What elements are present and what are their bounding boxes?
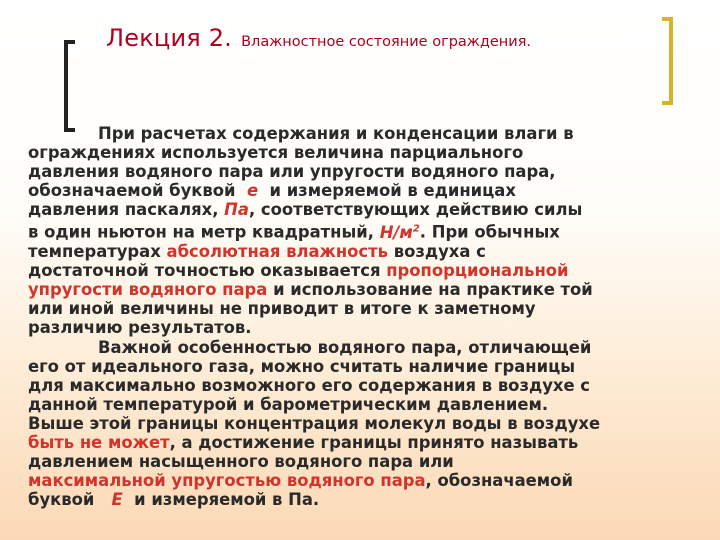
text-line: максимальной упругостью водяного пара, обозначаемой [28, 471, 573, 491]
symbol-e: е [246, 181, 259, 201]
text-line: или иной величины не приводит в итоге к заметному [28, 299, 536, 319]
text-line: Важной особенностью водяного пара, отличающей [98, 337, 592, 357]
text-line: Выше этой границы концентрация молекул воды в воздухе [28, 413, 601, 433]
slide-title [106, 24, 666, 52]
lecture-body [28, 124, 712, 509]
text-line: данной температурой и барометрическим давлением. [28, 394, 549, 414]
lecture-topic: Влажностное состояние ограждения. [241, 34, 532, 50]
left-bracket-decoration [64, 40, 75, 132]
lecture-number: Лекция 2. [106, 24, 233, 52]
text-line: буквой Е и измеряемой в Па. [28, 490, 320, 510]
symbol-E: Е [111, 490, 123, 510]
text-line: ограждениях используется величина парциального [28, 143, 524, 163]
text-line: различию результатов. [28, 318, 252, 338]
highlight-term: быть не может [28, 432, 170, 452]
text-line: давления водяного пара или упругости водяного пара, [28, 162, 556, 182]
unit-pa: Па [224, 200, 249, 220]
highlight-term: упругости водяного пара [28, 280, 268, 300]
text-line: При расчетах содержания и конденсации влаги в [98, 124, 574, 143]
highlight-term: пропорциональной [386, 261, 569, 281]
text-line: для максимально возможного его содержания в воздухе с [28, 375, 591, 395]
text-line: упругости водяного пара и использование на практике той [28, 280, 593, 300]
text-line: обозначаемой буквой е и измеряемой в единицах [28, 181, 516, 201]
unit-n-per-m2: $Н/м^2$ [379, 222, 420, 242]
text-line: его от идеального газа, можно считать наличие границы [28, 356, 576, 376]
text-line: достаточной точностью оказывается пропорциональной [28, 261, 569, 281]
highlight-term: максимальной упругостью водяного пара [28, 471, 426, 491]
highlight-term: абсолютная влажность [166, 242, 388, 262]
text-line: давления паскалях, Па, соответствующих действию силы [28, 200, 583, 220]
text-line: в один ньютон на метр квадратный, $Н/м^2$. При обычных [28, 222, 560, 242]
text-line: давлением насыщенного водяного пара или [28, 452, 454, 472]
text-line: быть не может, а достижение границы принято называть [28, 432, 579, 452]
text-line: температурах абсолютная влажность воздуха с [28, 242, 486, 262]
